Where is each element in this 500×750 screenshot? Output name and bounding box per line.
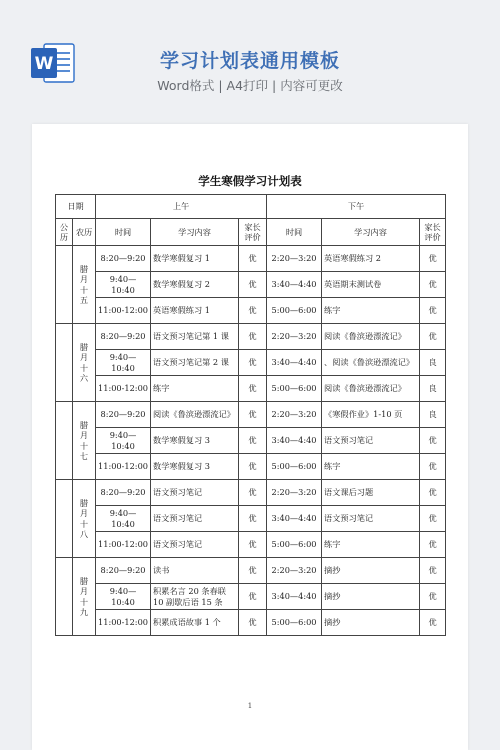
pm-time-cell: 3:40—4:40: [267, 350, 322, 376]
header-am-eval: 家长评价: [239, 219, 267, 246]
am-content-cell: 积累成语故事 1 个: [151, 610, 239, 636]
pm-content-cell: 语文课后习题: [322, 480, 420, 506]
pm-time-cell: 2:20—3:20: [267, 480, 322, 506]
solar-date-cell: [56, 558, 73, 636]
am-eval-cell: 优: [239, 584, 267, 610]
pm-eval-cell: 优: [420, 324, 446, 350]
am-eval-cell: 优: [239, 532, 267, 558]
table-row: [56, 402, 446, 428]
pm-time-cell: 5:00—6:00: [267, 454, 322, 480]
pm-content-cell: 语文预习笔记: [322, 506, 420, 532]
header-pm-content: 学习内容: [322, 219, 420, 246]
pm-time-cell: 5:00—6:00: [267, 610, 322, 636]
page-subtitle: Word格式 | A4打印 | 内容可更改: [157, 78, 343, 93]
am-time-cell: 11:00-12:00: [96, 454, 151, 480]
table-row: [56, 532, 446, 558]
am-eval-cell: 优: [239, 246, 267, 272]
am-time-cell: 11:00-12:00: [96, 610, 151, 636]
table-row: [56, 558, 446, 584]
solar-date-cell: [56, 246, 73, 324]
am-eval-cell: 优: [239, 272, 267, 298]
am-time-cell: 9:40—10:40: [96, 428, 151, 454]
am-content-cell: 阅读《鲁滨逊漂流记》: [151, 402, 239, 428]
am-content-cell: 数学寒假复习 3: [151, 454, 239, 480]
pm-content-cell: 英语寒假练习 2: [322, 246, 420, 272]
am-time-cell: 8:20—9:20: [96, 558, 151, 584]
pm-eval-cell: 优: [420, 506, 446, 532]
document-title: 学生寒假学习计划表: [198, 174, 302, 188]
table-row: [56, 324, 446, 350]
table-row: [56, 272, 446, 298]
pm-eval-cell: 良: [420, 376, 446, 402]
header-pm-eval: 家长评价: [420, 219, 446, 246]
am-time-cell: 9:40—10:40: [96, 506, 151, 532]
pm-time-cell: 2:20—3:20: [267, 246, 322, 272]
pm-content-cell: 语文预习笔记: [322, 428, 420, 454]
table-row: [56, 610, 446, 636]
pm-eval-cell: 优: [420, 272, 446, 298]
pm-content-cell: 摘抄: [322, 584, 420, 610]
am-content-cell: 语文预习笔记: [151, 532, 239, 558]
pm-time-cell: 5:00—6:00: [267, 298, 322, 324]
am-eval-cell: 优: [239, 350, 267, 376]
table-row: [56, 246, 446, 272]
table-row: [56, 480, 446, 506]
pm-eval-cell: 良: [420, 350, 446, 376]
lunar-date-cell: 腊 月 十 九: [73, 558, 96, 636]
pm-eval-cell: 优: [420, 480, 446, 506]
header-am-time: 时间: [96, 219, 151, 246]
pm-content-cell: 练字: [322, 532, 420, 558]
am-time-cell: 9:40—10:40: [96, 272, 151, 298]
table-row: [56, 350, 446, 376]
am-content-cell: 英语寒假练习 1: [151, 298, 239, 324]
table-row: [56, 298, 446, 324]
header-am-content: 学习内容: [151, 219, 239, 246]
pm-time-cell: 2:20—3:20: [267, 402, 322, 428]
am-time-cell: 8:20—9:20: [96, 246, 151, 272]
pm-content-cell: 阅读《鲁滨逊漂流记》: [322, 324, 420, 350]
am-time-cell: 9:40—10:40: [96, 584, 151, 610]
am-content-cell: 读书: [151, 558, 239, 584]
am-time-cell: 11:00-12:00: [96, 532, 151, 558]
pm-content-cell: 阅读《鲁滨逊漂流记》: [322, 376, 420, 402]
pm-time-cell: 3:40—4:40: [267, 272, 322, 298]
am-eval-cell: 优: [239, 480, 267, 506]
header-lunar: 农历: [73, 219, 96, 246]
pm-time-cell: 2:20—3:20: [267, 324, 322, 350]
solar-date-cell: [56, 402, 73, 480]
pm-time-cell: 3:40—4:40: [267, 506, 322, 532]
pm-time-cell: 5:00—6:00: [267, 532, 322, 558]
am-content-cell: 积累名言 20 条春联 10 副歇后语 15 条: [151, 584, 239, 610]
table-row: [56, 454, 446, 480]
page-title: 学习计划表通用模板: [159, 50, 340, 72]
header-row-2: [56, 219, 446, 246]
pm-content-cell: 、阅读《鲁滨逊漂流记》: [322, 350, 420, 376]
am-time-cell: 11:00-12:00: [96, 376, 151, 402]
am-eval-cell: 优: [239, 298, 267, 324]
am-eval-cell: 优: [239, 610, 267, 636]
am-eval-cell: 优: [239, 324, 267, 350]
am-content-cell: 语文预习笔记: [151, 480, 239, 506]
header-date: 日期: [56, 195, 96, 219]
am-content-cell: 数学寒假复习 1: [151, 246, 239, 272]
am-content-cell: 语文预习笔记: [151, 506, 239, 532]
pm-eval-cell: 优: [420, 454, 446, 480]
am-time-cell: 11:00-12:00: [96, 298, 151, 324]
pm-eval-cell: 优: [420, 298, 446, 324]
lunar-date-cell: 腊 月 十 五: [73, 246, 96, 324]
header-row-1: [56, 195, 446, 219]
pm-content-cell: 练字: [322, 298, 420, 324]
am-content-cell: 数学寒假复习 2: [151, 272, 239, 298]
pm-content-cell: 练字: [322, 454, 420, 480]
pm-eval-cell: 优: [420, 558, 446, 584]
pm-time-cell: 3:40—4:40: [267, 428, 322, 454]
header-afternoon: 下午: [267, 195, 446, 219]
am-time-cell: 8:20—9:20: [96, 402, 151, 428]
table-row: [56, 506, 446, 532]
solar-date-cell: [56, 480, 73, 558]
lunar-date-cell: 腊 月 十 六: [73, 324, 96, 402]
am-time-cell: 9:40—10:40: [96, 350, 151, 376]
table-row: [56, 428, 446, 454]
pm-eval-cell: 优: [420, 428, 446, 454]
am-content-cell: 数学寒假复习 3: [151, 428, 239, 454]
am-eval-cell: 优: [239, 558, 267, 584]
pm-content-cell: 摘抄: [322, 558, 420, 584]
word-icon-letter: W: [34, 54, 54, 74]
header-solar: 公历: [56, 219, 73, 246]
am-content-cell: 语文预习笔记第 1 课: [151, 324, 239, 350]
table-row: [56, 584, 446, 610]
header-morning: 上午: [96, 195, 267, 219]
am-time-cell: 8:20—9:20: [96, 480, 151, 506]
lunar-date-cell: 腊 月 十 七: [73, 402, 96, 480]
am-eval-cell: 优: [239, 376, 267, 402]
pm-time-cell: 5:00—6:00: [267, 376, 322, 402]
pm-eval-cell: 良: [420, 402, 446, 428]
pm-eval-cell: 优: [420, 246, 446, 272]
am-eval-cell: 优: [239, 402, 267, 428]
pm-content-cell: 英语期末测试卷: [322, 272, 420, 298]
am-content-cell: 练字: [151, 376, 239, 402]
page-header: [0, 0, 500, 122]
pm-content-cell: 《寒假作业》1-10 页: [322, 402, 420, 428]
table-row: [56, 376, 446, 402]
am-eval-cell: 优: [239, 506, 267, 532]
pm-time-cell: 3:40—4:40: [267, 584, 322, 610]
am-eval-cell: 优: [239, 428, 267, 454]
study-plan-table: [55, 194, 446, 636]
am-eval-cell: 优: [239, 454, 267, 480]
pm-eval-cell: 优: [420, 584, 446, 610]
am-time-cell: 8:20—9:20: [96, 324, 151, 350]
pm-eval-cell: 优: [420, 610, 446, 636]
document-page: [32, 124, 468, 750]
solar-date-cell: [56, 324, 73, 402]
pm-time-cell: 2:20—3:20: [267, 558, 322, 584]
header-pm-time: 时间: [267, 219, 322, 246]
lunar-date-cell: 腊 月 十 八: [73, 480, 96, 558]
pm-content-cell: 摘抄: [322, 610, 420, 636]
am-content-cell: 语文预习笔记第 2 课: [151, 350, 239, 376]
page-number: 1: [247, 702, 253, 710]
pm-eval-cell: 优: [420, 532, 446, 558]
